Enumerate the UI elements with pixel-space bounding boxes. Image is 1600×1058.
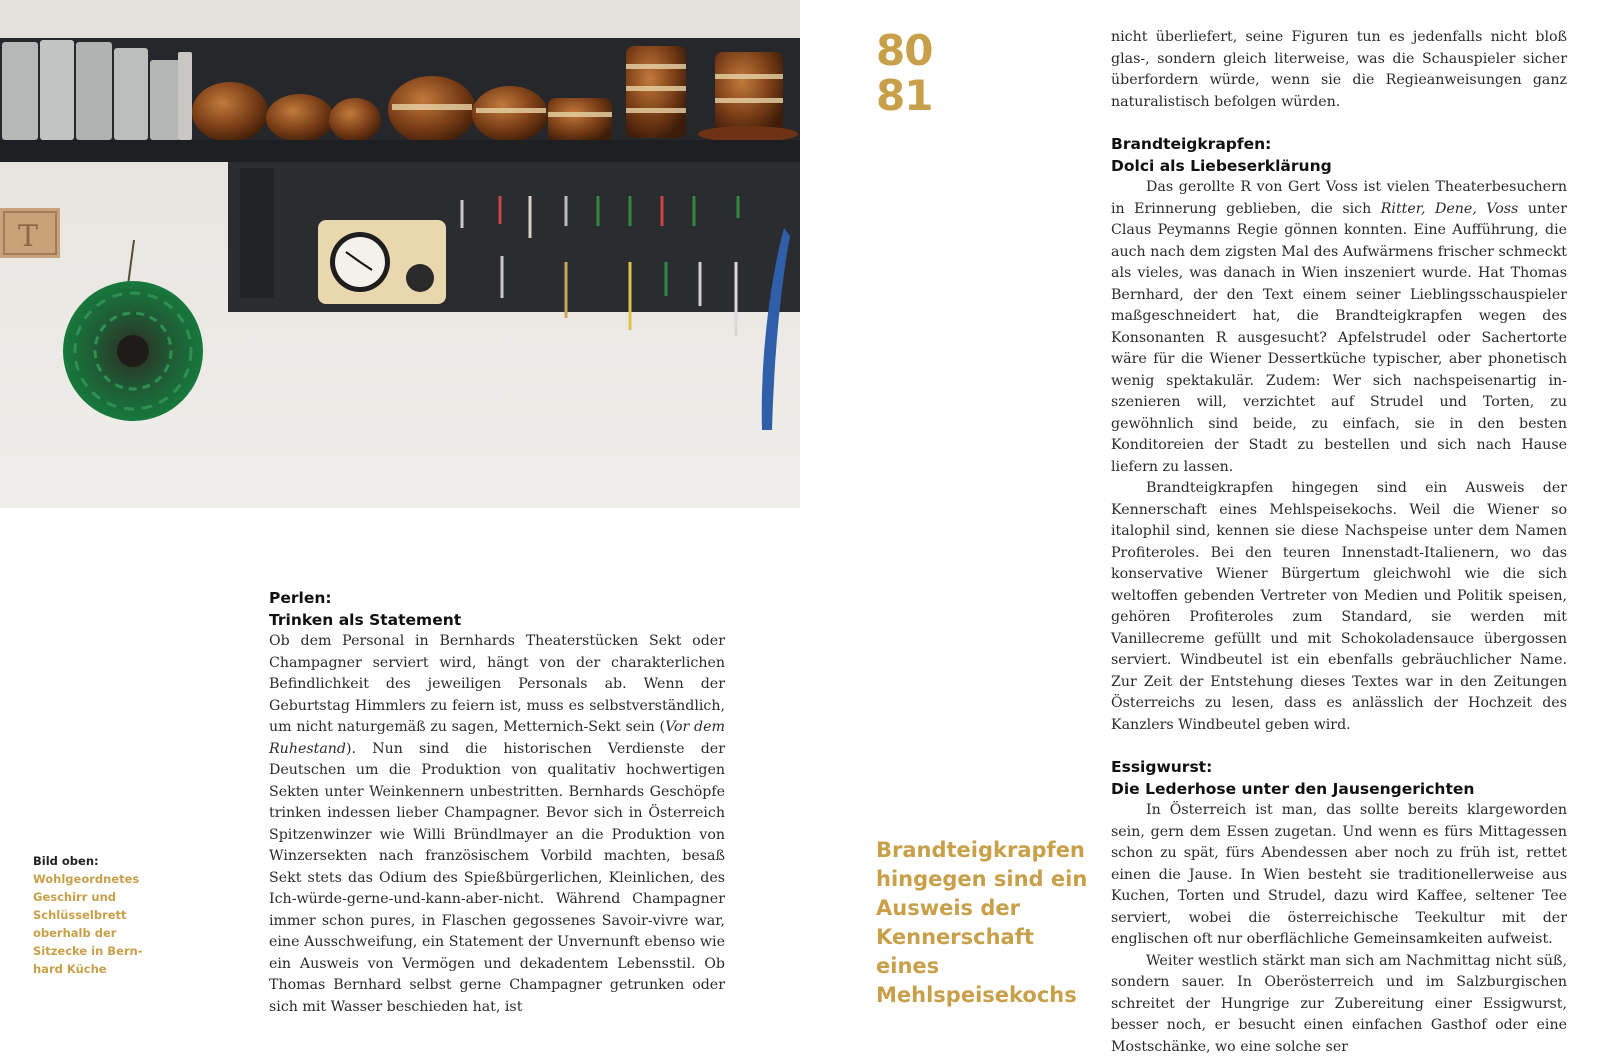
caption-text: Wohlgeordnetes Geschirr und Schlüsselbrett oberhalb der Sitzecke in Bern-hard Küche (33, 870, 151, 978)
section-heading-perlen: Perlen: (269, 588, 725, 610)
paragraph: nicht überliefert, seine Figuren tun es jedenfalls nicht bloß glas-, sondern gleich literweise, was die Schauspieler sicher überfordern würde, wenn sie die Regieanweisungen ganz naturalistisch befolgen würden. (1111, 27, 1567, 113)
right-text-column (1111, 27, 1567, 1058)
section-heading-brandteigkrapfen: Brandteigkrapfen: (1111, 134, 1567, 156)
photo-caption (33, 852, 151, 978)
text-run: Das gerollte R von Gert Voss ist vielen Theaterbesuchern in Erinnerung geblieben, die sich (1111, 179, 1567, 217)
page-numbers (876, 28, 932, 118)
paragraph: Weiter westlich stärkt man sich am Nachmittag nicht süß, sondern sauer. In Oberösterreich und im Salzburgischen schreitet der Hungrige zur Zubereitung einer Essigwurst, besser noch, er besucht einen einfachen Gasthof oder eine Mostschänke, wo eine solche ser (1111, 951, 1567, 1058)
section-subheading-essigwurst: Die Lederhose unter den Jausengerichten (1111, 779, 1567, 801)
left-text-column (269, 588, 725, 1018)
text-run: unter Claus Peymanns Regie gönnen konnten. Eine Aufführung, die auch nach dem zigsten Mal des Aufwärmens frischer schmeckt als vieles, was danach in Wien inszeniert wurde. Hat Thomas Bernhard, der den Text einem seiner Lieblingsschauspieler maßgeschneidert hat, die Brandteigkrapfen wegen des Konsonanten R ausgesucht? Apfelstrudel oder Sachertorte wäre für die Wiener Dessertküche typischer, aber phonetisch wenig spektakulär. Zudem: Wer sich nachspeisenartig inszenieren will, verzichtet auf Strudel und Torten, zu gewöhnlich sind beide, zu einfach, sie in den besten Konditoreien der Stadt zu bestellen und sich nach Hause liefern zu lassen. (1111, 201, 1567, 475)
text-run: Ob dem Personal in Bernhards Theaterstücken Sekt oder Champagner serviert wird, hängt von der charakterlichen Befindlichkeit des jeweiligen Personals ab. Wenn der Geburtstag Himmlers zu feiern ist, muss es selbstverständlich, um nicht naturgemäß zu sagen, Metternich-Sekt sein ( (269, 633, 725, 735)
paragraph (1111, 177, 1567, 478)
section-subheading-perlen: Trinken als Statement (269, 610, 725, 632)
paragraph: Brandteigkrapfen hingegen sind ein Ausweis der Kennerschaft eines Mehlspeisekochs. Weil die Wiener so italophil sind, kennen sie diese Nachspeise unter dem Namen Profiteroles. Bei den teuren Innenstadt-Italienern, wo das konservative Wiener Bürgertum gleichwohl wie die sich weltoffen gebenden Vertreter von Medien und Politik speisen, gehören Profiteroles zum Standard, sie werden mit Vanillecreme gefüllt und mit Schokoladensauce übergossen serviert. Windbeutel ist ein ebenfalls gebräuchlicher Name. Zur Zeit der Entstehung dieses Textes war in den Zeitungen Österreichs zu lesen, dass es anlässlich der Hochzeit des Kanzlers Windbeutel geben wird. (1111, 478, 1567, 736)
page-number-right: 81 (876, 73, 932, 118)
pull-quote: Brandteigkrapfen hingegen sind ein Ausweis der Kennerschaft eines Mehlspeisekochs (876, 836, 1098, 1010)
paragraph (269, 631, 725, 1018)
shelf-plank (0, 140, 800, 162)
section-subheading-brandteigkrapfen: Dolci als Liebeserklärung (1111, 156, 1567, 178)
kitchen-shelf-photo-svg (0, 0, 800, 508)
paragraph: In Österreich ist man, das sollte bereits klargeworden sein, gern dem Essen zugetan. Und wenn es fürs Mittagessen schon zu spät, fürs Abendessen aber noch zu früh ist, rettet einen die Jause. In Wien besteht sie traditionellerweise aus Kuchen, Torten und Strudel, dazu wird Kaffee, seltener Tee serviert, wobei die österreichische Teekultur mit der englischen oft nur oberflächliche Gemeinsamkeiten aufweist. (1111, 800, 1567, 951)
kitchen-shelf-photo (0, 0, 800, 508)
italic-title: Vor dem Ruhestand (269, 719, 725, 757)
t-tile (0, 208, 60, 258)
page-number-left: 80 (876, 28, 932, 73)
section-heading-essigwurst: Essigwurst: (1111, 757, 1567, 779)
caption-label: Bild oben: (33, 852, 151, 870)
text-run: ). Nun sind die historischen Verdienste der Deutschen um die Produktion von qualitativ hochwertigen Sekten unter Weinkennern unbestritten. Bernhards Geschöpfe trinken indessen lieber Champagner. Bevor sich in Österreich Spitzenwinzer wie Willi Bründlmayer an die Produktion von Winzersekten nach französischem Vorbild machten, besaß Sekt stets das Odium des Spießbürgerlichen, Kleinlichen, des Ich-würde-gerne-und-kann-aber-nicht. Während Champagner immer schon pures, in Flaschen gegossenes Savoir-vivre war, eine Ausschweifung, ein Statement der Unvernunft ebenso wie ein Ausweis von Vermögen und dekadentem Lebensstil. Ob Thomas Bernhard selbst gerne Champagner getrunken oder sich mit Wasser beschieden hat, ist (269, 741, 725, 1015)
kitchen-timer (318, 220, 446, 304)
svg-text:T: T (18, 219, 38, 254)
italic-title: Ritter, Dene, Voss (1381, 201, 1519, 217)
key-board (228, 162, 800, 312)
